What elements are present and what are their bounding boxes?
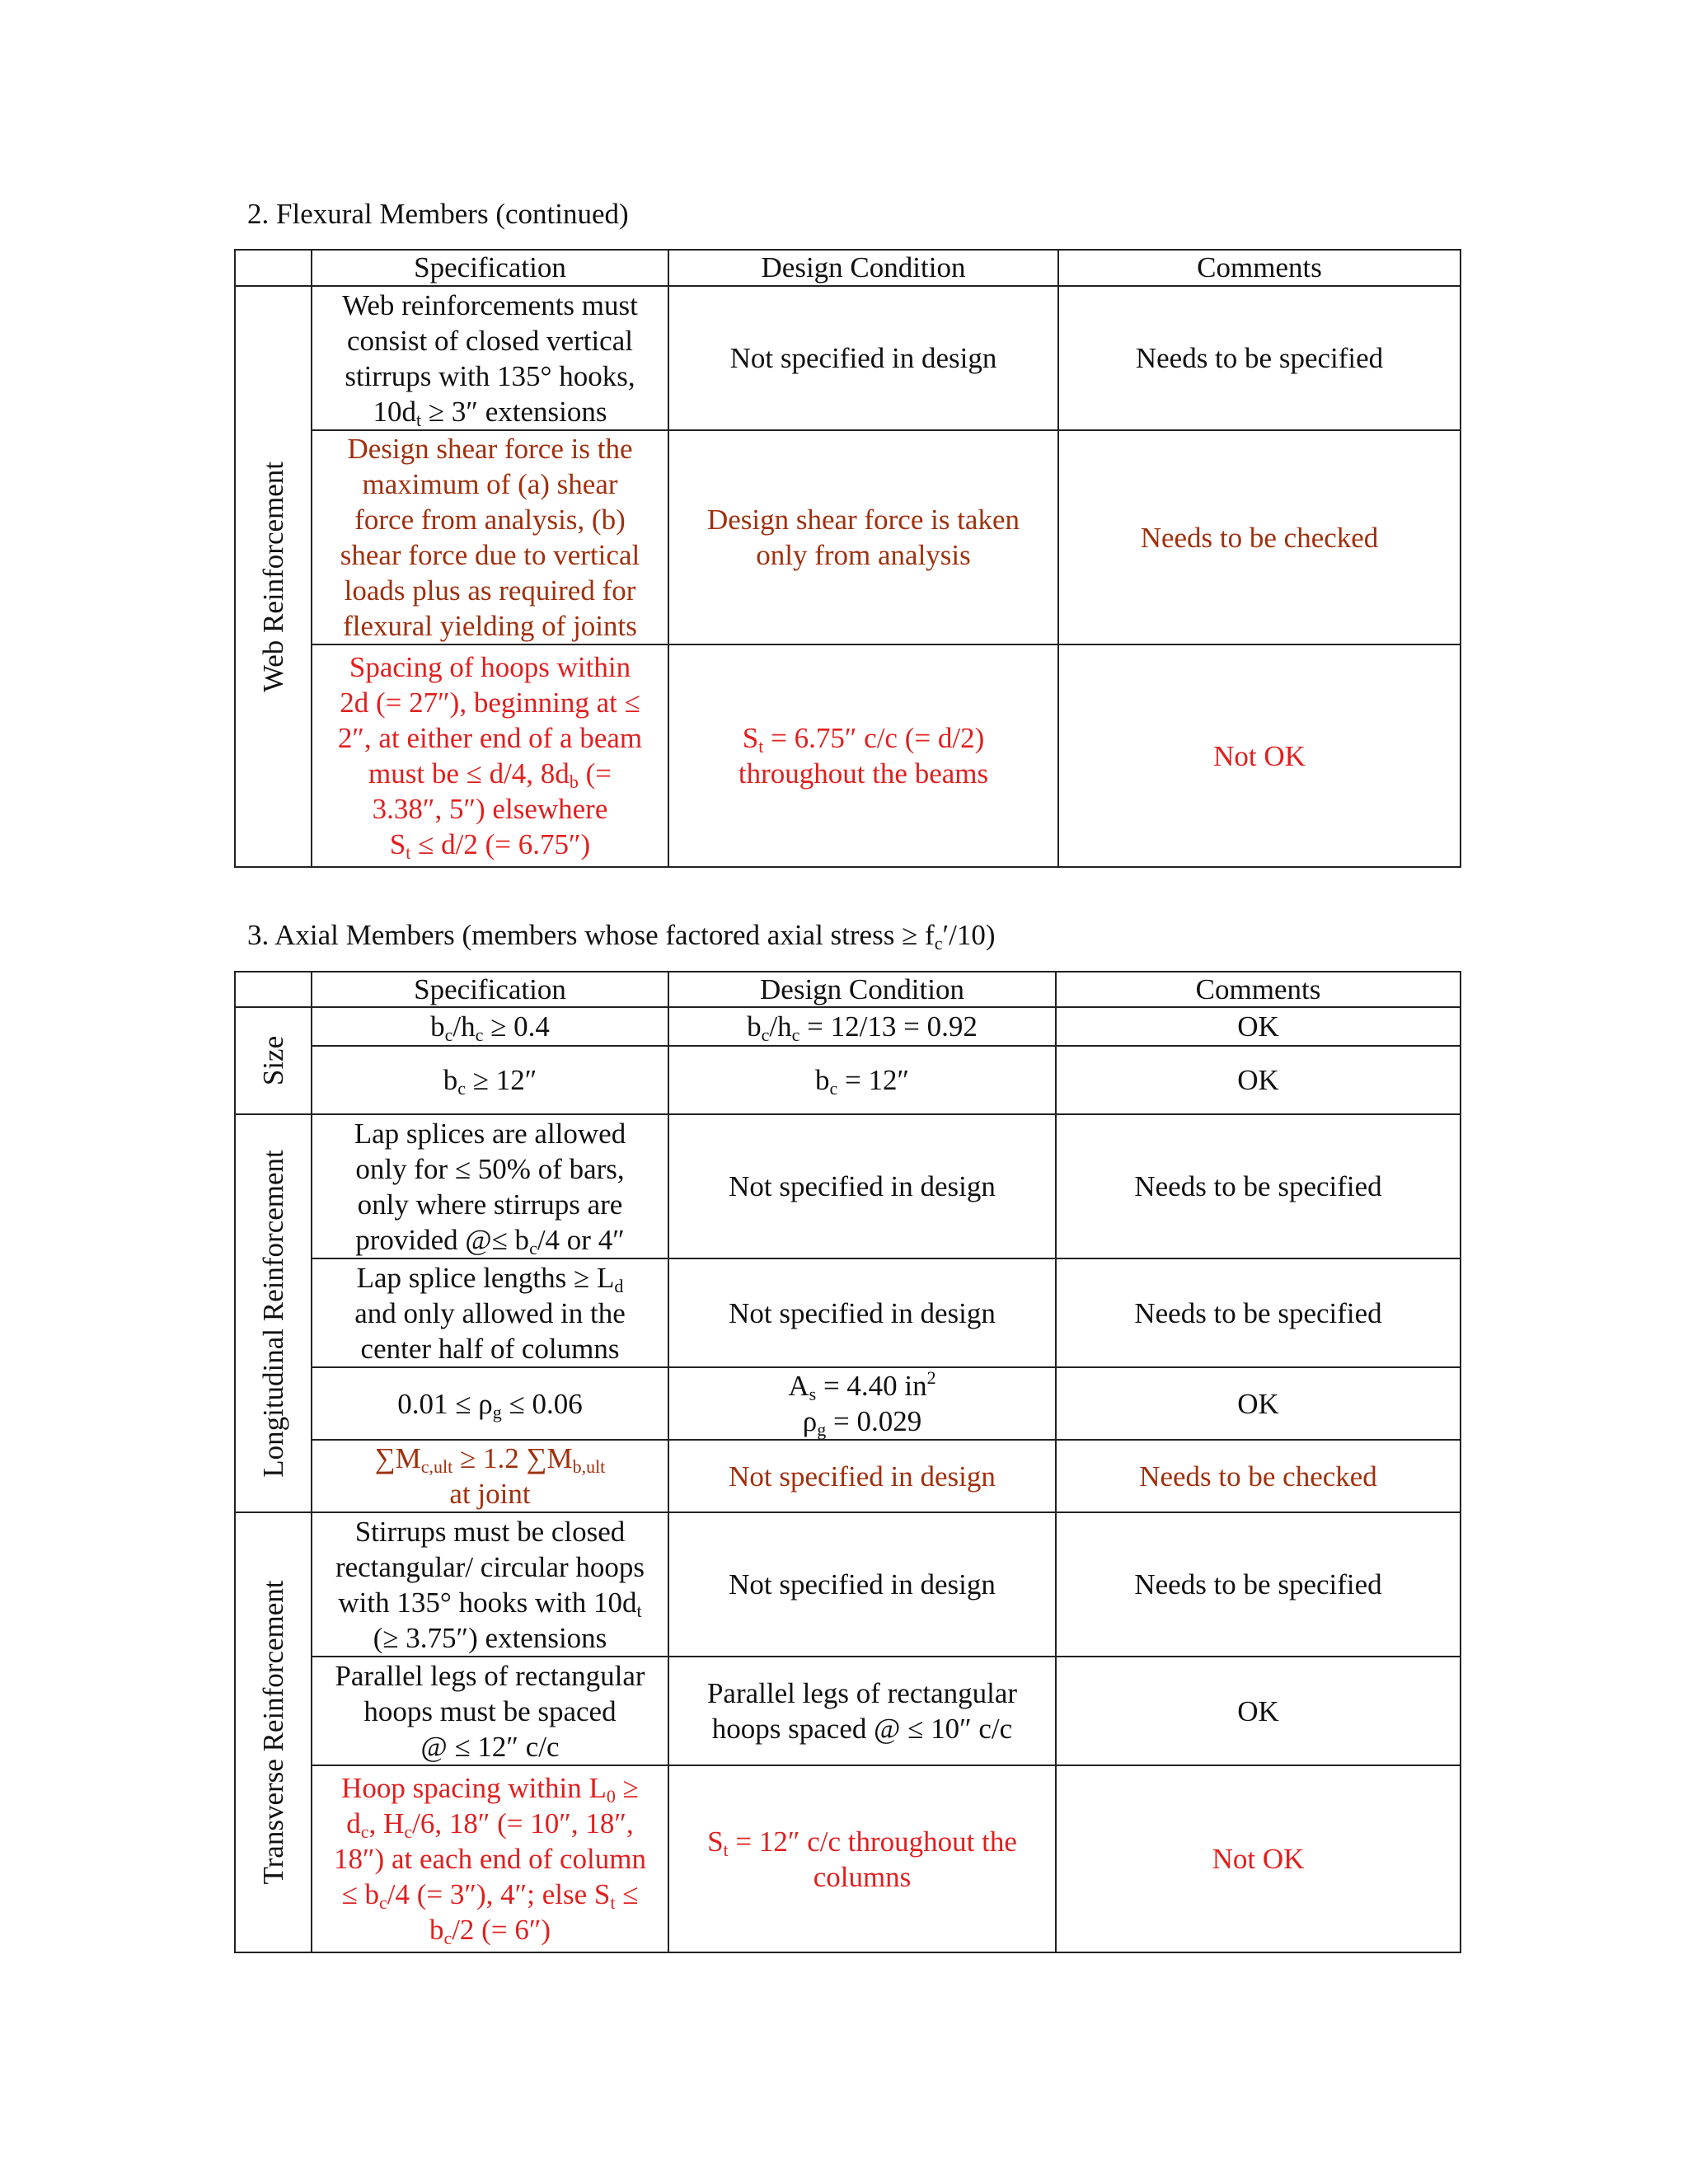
design-line: $S_t = 6.75''$ c/c (= d/2) bbox=[742, 722, 985, 757]
spec-line: $S_t \le d/2$ (= 6.75″) bbox=[389, 828, 591, 863]
spec-line: ≤ $b_c/4$ (= 3″), 4″; else $S_t$ ≤ bbox=[341, 1878, 639, 1913]
design-cell: $b_c = 12''$ bbox=[668, 1046, 1056, 1114]
spec-line: hoops must be spaced bbox=[363, 1694, 617, 1727]
spec-line: must be ≤ d/4, $8d_b$ (= bbox=[368, 757, 612, 792]
comment-cell: OK bbox=[1056, 1007, 1461, 1046]
header-comments: Comments bbox=[1058, 250, 1461, 286]
spec-line: 2″, at either end of a beam bbox=[337, 722, 643, 754]
comment-cell: Needs to be specified bbox=[1056, 1114, 1461, 1258]
spec-line: 2d (= 27″), beginning at ≤ bbox=[340, 687, 640, 719]
spec-line: Hoop spacing within $L_0$ ≥ bbox=[341, 1772, 639, 1807]
design-line: $\rho_g = 0.029$ bbox=[802, 1405, 922, 1440]
design-cell: Not specified in design bbox=[668, 286, 1058, 430]
section-2-heading: 2. Flexural Members (continued) bbox=[247, 198, 629, 230]
table-row bbox=[235, 286, 1461, 430]
spec-cell: $0.01 \le \rho_g \le 0.06$ bbox=[312, 1367, 668, 1440]
header-specification: Specification bbox=[312, 972, 668, 1007]
comment-cell: Not OK bbox=[1058, 644, 1461, 867]
comment-cell: Needs to be specified bbox=[1058, 286, 1461, 430]
design-cell bbox=[668, 1657, 1056, 1765]
spec-line: center half of columns bbox=[360, 1332, 620, 1365]
group-label-web-reinforcement: Web Reinforcement bbox=[256, 461, 289, 692]
spec-line: Lap splice lengths ≥ $L_d$ bbox=[356, 1261, 624, 1296]
design-cell bbox=[668, 430, 1058, 644]
spec-line: @ ≤ 12″ c/c bbox=[420, 1730, 560, 1763]
header-design-condition: Design Condition bbox=[668, 972, 1056, 1007]
group-label-longitudinal-reinforcement: Longitudinal Reinforcement bbox=[256, 1149, 289, 1478]
spec-cell bbox=[312, 1114, 668, 1258]
group-cell-longitudinal-reinforcement bbox=[235, 1114, 312, 1512]
spec-line: at joint bbox=[449, 1478, 531, 1510]
design-cell bbox=[668, 644, 1058, 867]
design-line: Design shear force is taken bbox=[706, 504, 1020, 536]
spec-line: and only allowed in the bbox=[354, 1296, 626, 1329]
design-cell: Not specified in design bbox=[668, 1258, 1056, 1367]
design-cell: Not specified in design bbox=[668, 1114, 1056, 1258]
table-row bbox=[235, 430, 1461, 644]
spec-line: $d_c$, $H_c/6$, 18″ (= 10″, 18″, bbox=[346, 1807, 634, 1842]
spec-line: 18″) at each end of column bbox=[333, 1843, 647, 1875]
design-line: throughout the beams bbox=[738, 757, 989, 790]
group-cell-size bbox=[235, 1007, 312, 1114]
spec-line: force from analysis, (b) bbox=[354, 504, 626, 536]
design-line: only from analysis bbox=[756, 539, 971, 571]
design-line: hoops spaced @ ≤ 10″ c/c bbox=[711, 1713, 1013, 1745]
header-blank-cell bbox=[235, 972, 312, 1007]
comment-cell: Needs to be specified bbox=[1056, 1258, 1461, 1367]
table-row bbox=[235, 1367, 1461, 1440]
spec-line: loads plus as required for bbox=[344, 574, 636, 607]
spec-line: stirrups with 135° hooks, bbox=[345, 359, 635, 392]
header-specification: Specification bbox=[312, 250, 668, 286]
spec-line: Lap splices are allowed bbox=[354, 1117, 626, 1150]
spec-line: shear force due to vertical bbox=[340, 539, 640, 571]
spec-line: $10d_t \ge 3''$ extensions bbox=[373, 395, 607, 430]
table-row bbox=[235, 1765, 1461, 1952]
comment-cell: OK bbox=[1056, 1046, 1461, 1114]
design-cell bbox=[668, 1367, 1056, 1440]
design-line: $S_t = 12''$ c/c throughout the bbox=[707, 1825, 1017, 1860]
spec-cell bbox=[312, 1440, 668, 1512]
table-row bbox=[235, 1440, 1461, 1512]
comment-cell: Needs to be checked bbox=[1058, 430, 1461, 644]
spec-line: $b_c/2$ (= 6″) bbox=[429, 1914, 551, 1948]
spec-line: Spacing of hoops within bbox=[349, 651, 631, 683]
table-row bbox=[235, 1512, 1461, 1657]
spec-cell bbox=[312, 1512, 668, 1657]
group-cell-transverse-reinforcement bbox=[235, 1512, 312, 1952]
spec-line: flexural yielding of joints bbox=[343, 610, 637, 642]
group-label-size: Size bbox=[256, 1035, 289, 1086]
comment-cell: OK bbox=[1056, 1367, 1461, 1440]
spec-line: Design shear force is the bbox=[347, 433, 633, 465]
design-cell: $b_c/h_c = 12/13 = 0.92$ bbox=[668, 1007, 1056, 1046]
spec-cell bbox=[312, 1258, 668, 1367]
section-3-heading: 3. Axial Members (members whose factored axial stress ≥ $f_c'/10$) bbox=[247, 919, 996, 954]
table-row bbox=[235, 1657, 1461, 1765]
spec-line: Parallel legs of rectangular bbox=[335, 1659, 645, 1692]
comment-cell: Needs to be checked bbox=[1056, 1440, 1461, 1512]
table-row bbox=[235, 644, 1461, 867]
comment-cell: Needs to be specified bbox=[1056, 1512, 1461, 1657]
spec-line: 3.38″, 5″) elsewhere bbox=[372, 793, 608, 825]
spec-line: provided @≤ $b_c/4$ or 4″ bbox=[355, 1223, 625, 1258]
spec-line: maximum of (a) shear bbox=[362, 468, 618, 500]
spec-line: (≥ 3.75″) extensions bbox=[373, 1621, 607, 1654]
group-label-transverse-reinforcement: Transverse Reinforcement bbox=[256, 1580, 289, 1885]
spec-cell bbox=[312, 1657, 668, 1765]
design-line: columns bbox=[813, 1860, 912, 1893]
table-header-row bbox=[235, 250, 1461, 286]
header-design-condition: Design Condition bbox=[668, 250, 1058, 286]
spec-cell bbox=[312, 286, 668, 430]
spec-line: with 135° hooks with $10d_t$ bbox=[338, 1586, 642, 1621]
design-cell: Not specified in design bbox=[668, 1440, 1056, 1512]
spec-line: $\sum M_{c,ult} \ge 1.2$ $\sum M_{b,ult}$ bbox=[374, 1442, 606, 1477]
table-row bbox=[235, 1258, 1461, 1367]
table-header-row bbox=[235, 972, 1461, 1007]
comment-cell: Not OK bbox=[1056, 1765, 1461, 1952]
table-row bbox=[235, 1007, 1461, 1046]
design-line: Parallel legs of rectangular bbox=[706, 1677, 1018, 1709]
axial-members-table bbox=[234, 971, 1461, 1953]
spec-line: consist of closed vertical bbox=[347, 324, 633, 357]
spec-line: only for ≤ 50% of bars, bbox=[355, 1152, 625, 1185]
spec-cell: $b_c \ge 12''$ bbox=[312, 1046, 668, 1114]
spec-cell bbox=[312, 644, 668, 867]
table-row bbox=[235, 1114, 1461, 1258]
table-row bbox=[235, 1046, 1461, 1114]
header-blank-cell bbox=[235, 250, 312, 286]
spec-line: only where stirrups are bbox=[357, 1188, 623, 1221]
spec-cell bbox=[312, 1765, 668, 1952]
spec-cell bbox=[312, 430, 668, 644]
spec-line: Web reinforcements must bbox=[342, 288, 638, 321]
spec-cell: $b_c/h_c \ge 0.4$ bbox=[312, 1007, 668, 1046]
spec-line: rectangular/ circular hoops bbox=[335, 1550, 645, 1583]
design-cell bbox=[668, 1765, 1056, 1952]
design-cell: Not specified in design bbox=[668, 1512, 1056, 1657]
header-comments: Comments bbox=[1056, 972, 1461, 1007]
flexural-members-table bbox=[234, 249, 1461, 868]
design-line: $A_s = 4.40$ $in^2$ bbox=[788, 1367, 936, 1404]
comment-cell: OK bbox=[1056, 1657, 1461, 1765]
group-cell-web-reinforcement bbox=[235, 286, 312, 867]
spec-line: Stirrups must be closed bbox=[354, 1515, 626, 1548]
